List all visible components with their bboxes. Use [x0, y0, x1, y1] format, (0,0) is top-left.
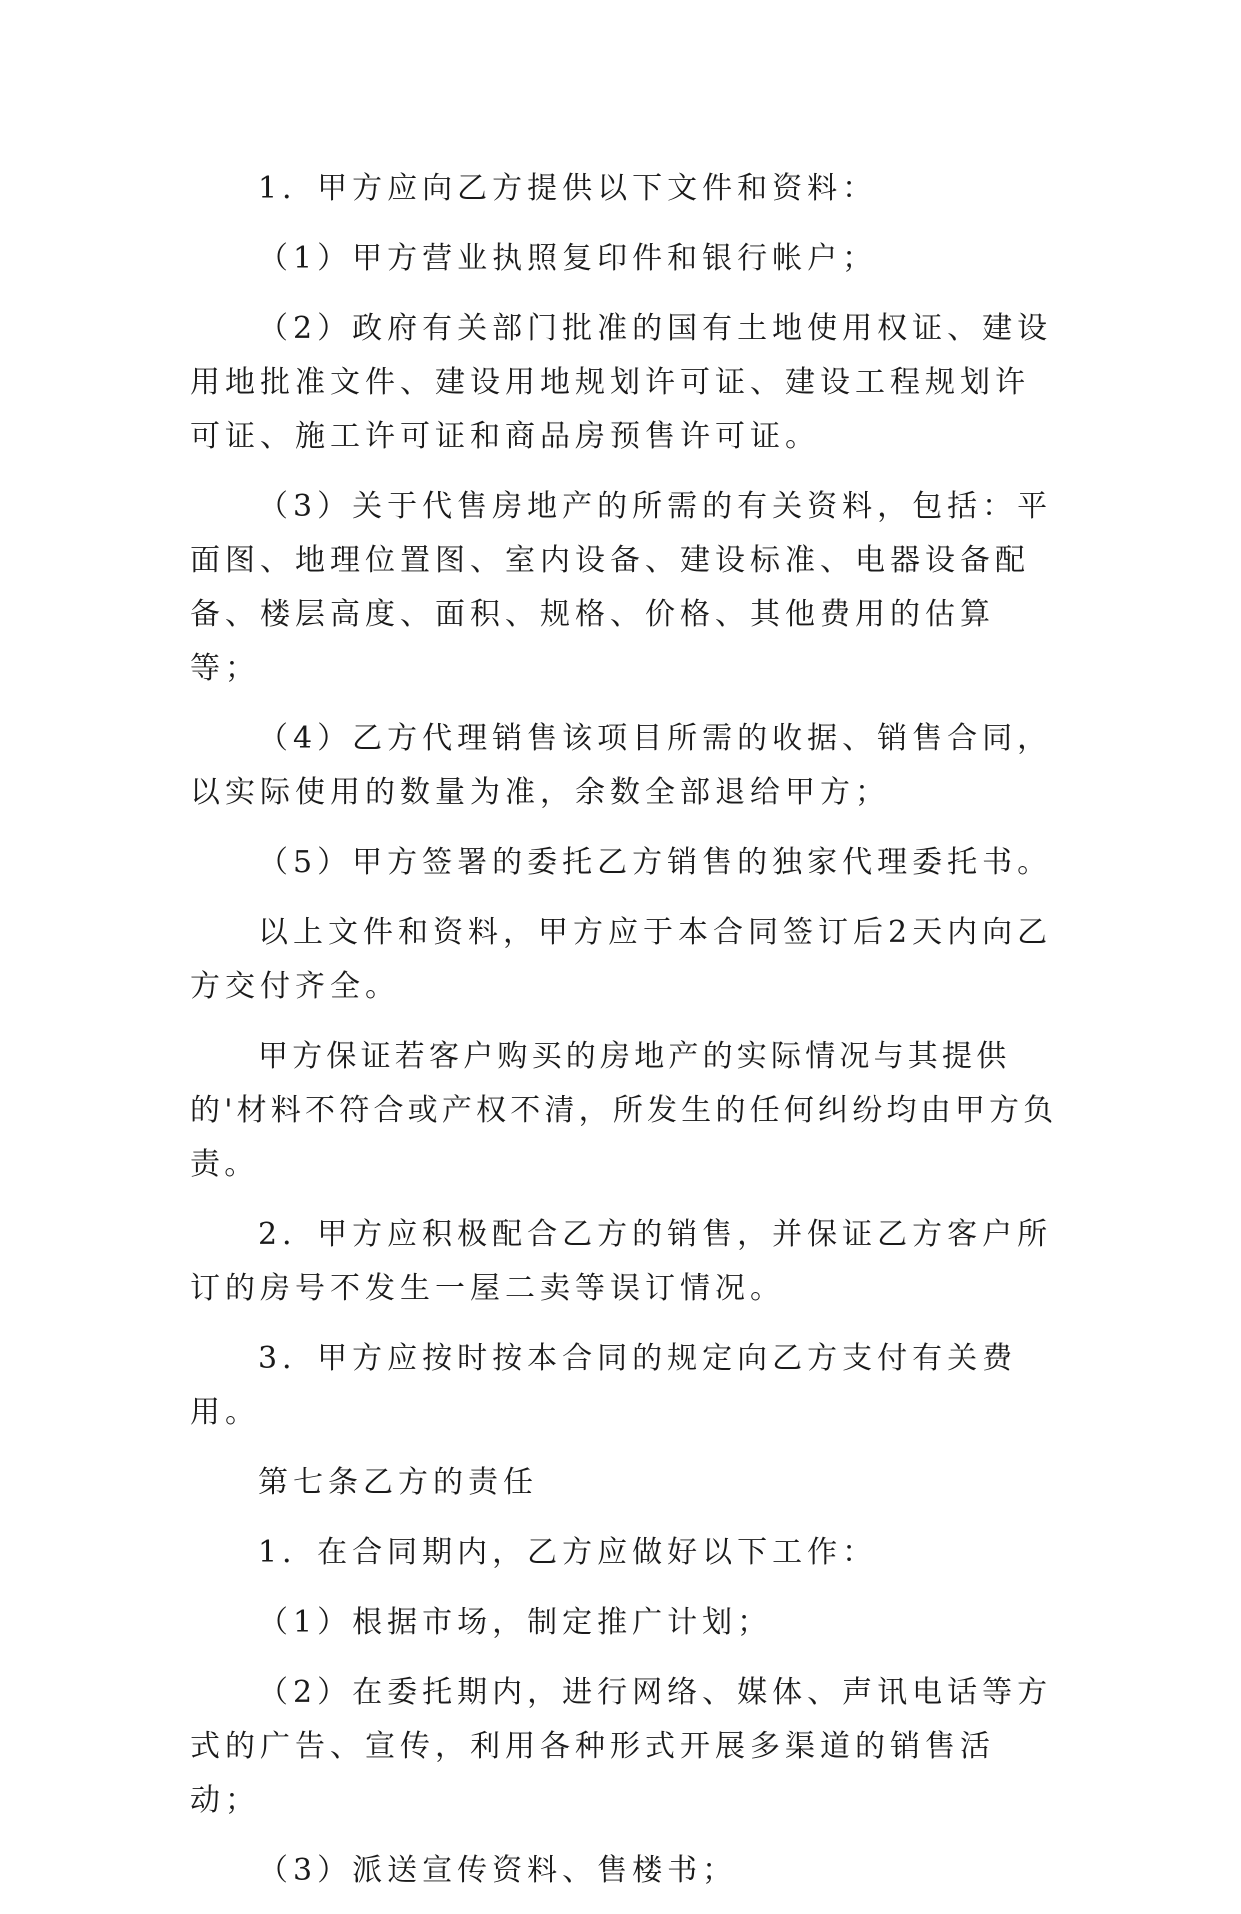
document-body [190, 162, 1060, 1914]
paragraph: 3．甲方应按时按本合同的规定向乙方支付有关费用。 [190, 1341, 1018, 1430]
paragraph: 甲方保证若客户购买的房地产的实际情况与其提供的'材料不符合或产权不清，所发生的任何纠纷均由甲方负责。 [190, 1039, 1058, 1182]
paragraph: 1．在合同期内，乙方应做好以下工作： [258, 1535, 878, 1570]
paragraph: （4）乙方代理销售该项目所需的收据、销售合同，以实际使用的数量为准，余数全部退给甲方； [190, 721, 1053, 810]
paragraph: （1）甲方营业执照复印件和银行帐户； [258, 241, 878, 276]
paragraph: （5）甲方签署的委托乙方销售的独家代理委托书。 [258, 845, 1053, 880]
paragraph: （3）关于代售房地产的所需的有关资料，包括：平面图、地理位置图、室内设备、建设标准、电器设备配备、楼层高度、面积、规格、价格、其他费用的估算等； [190, 489, 1053, 686]
section-heading: 第七条乙方的责任 [258, 1465, 538, 1500]
paragraph: （2）政府有关部门批准的国有土地使用权证、建设用地批准文件、建设用地规划许可证、建设工程规划许可证、施工许可证和商品房预售许可证。 [190, 311, 1053, 454]
paragraph: （1）根据市场，制定推广计划； [258, 1605, 773, 1640]
paragraph: （2）在委托期内，进行网络、媒体、声讯电话等方式的广告、宣传，利用各种形式开展多渠道的销售活动； [190, 1675, 1053, 1818]
paragraph: 1．甲方应向乙方提供以下文件和资料： [258, 171, 878, 206]
paragraph: 2．甲方应积极配合乙方的销售，并保证乙方客户所订的房号不发生一屋二卖等误订情况。 [190, 1217, 1053, 1306]
paragraph: 以上文件和资料，甲方应于本合同签订后2天内向乙方交付齐全。 [190, 915, 1053, 1004]
paragraph: （3）派送宣传资料、售楼书； [258, 1853, 738, 1888]
